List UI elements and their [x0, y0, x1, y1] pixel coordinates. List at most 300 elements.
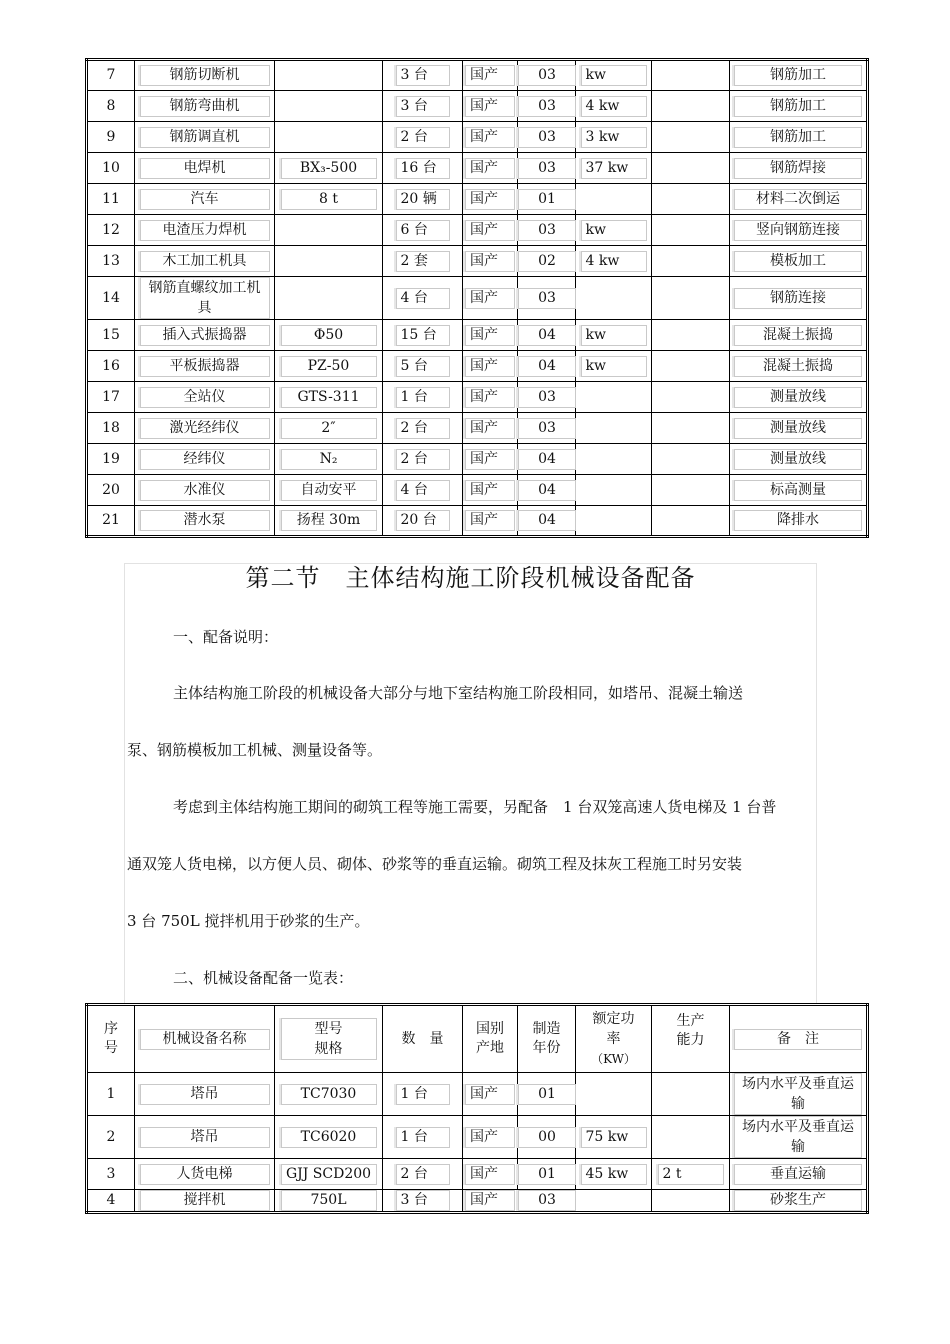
header-model: 型号 规格: [275, 1005, 383, 1073]
cell-origin-box: 国产: [465, 189, 515, 210]
cell-origin-box: 国产: [465, 96, 515, 117]
cell-qty-box: 1 台: [396, 1127, 450, 1148]
cell-model: [275, 60, 383, 91]
table-row: [87, 184, 868, 215]
cell-name: [135, 1073, 275, 1116]
cell-power: [576, 413, 652, 444]
cell-model: [275, 320, 383, 351]
cell-power-box: 3 kw: [581, 127, 647, 148]
cell-name-box: 汽车: [140, 189, 270, 210]
cell-origin: [463, 277, 518, 320]
cell-note: [730, 351, 868, 382]
cell-origin: [463, 184, 518, 215]
cell-year: [518, 122, 576, 153]
cell-name: [135, 153, 275, 184]
cell-power: [576, 215, 652, 246]
cell-qty-box: 1 台: [396, 1084, 450, 1105]
cell-year-box: 01: [518, 189, 576, 210]
cell-no: 2: [87, 1116, 135, 1159]
equipment-list-table: [85, 1003, 869, 1214]
cell-qty-box: 6 台: [396, 220, 450, 241]
cell-year: [518, 475, 576, 506]
cell-name-box: 钢筋切断机: [140, 65, 270, 86]
cell-qty-box: 15 台: [396, 325, 450, 346]
cell-origin: [463, 1116, 518, 1159]
cell-model: [275, 122, 383, 153]
cell-note: [730, 215, 868, 246]
cell-name-box: 塔吊: [140, 1127, 270, 1148]
cell-no: 9: [87, 122, 135, 153]
cell-year-box: 04: [518, 510, 576, 531]
header-name: 机械设备名称: [135, 1005, 275, 1073]
cell-power: [576, 475, 652, 506]
cell-origin-box: 国产: [465, 65, 515, 86]
cell-note: [730, 1190, 868, 1213]
cell-capacity: [652, 153, 730, 184]
cell-name: [135, 506, 275, 537]
cell-name: [135, 1159, 275, 1190]
cell-power: [576, 91, 652, 122]
cell-no: 13: [87, 246, 135, 277]
cell-year: [518, 91, 576, 122]
cell-year: [518, 444, 576, 475]
cell-year: [518, 60, 576, 91]
cell-model-box: GTS-311: [281, 387, 377, 408]
cell-qty-box: 16 台: [396, 158, 450, 179]
cell-qty: [383, 1073, 463, 1116]
cell-name-box: 平板振捣器: [140, 356, 270, 377]
cell-no: 19: [87, 444, 135, 475]
cell-power: [576, 506, 652, 537]
cell-capacity: [652, 215, 730, 246]
cell-year-box: 03: [518, 220, 576, 241]
cell-power: [576, 1190, 652, 1213]
cell-power-box: kw: [581, 356, 647, 377]
cell-model: [275, 1116, 383, 1159]
cell-note-box: 钢筋加工: [734, 127, 862, 148]
cell-qty: [383, 215, 463, 246]
cell-origin: [463, 1159, 518, 1190]
cell-origin: [463, 60, 518, 91]
cell-qty-box: 3 台: [396, 1190, 450, 1211]
cell-note: [730, 506, 868, 537]
cell-name: [135, 351, 275, 382]
cell-origin: [463, 351, 518, 382]
cell-origin-box: 国产: [465, 288, 515, 309]
cell-qty-box: 5 台: [396, 356, 450, 377]
cell-qty-box: 1 台: [396, 387, 450, 408]
cell-name-box: 木工加工机具: [140, 251, 270, 272]
cell-name-box: 电焊机: [140, 158, 270, 179]
table-row: [87, 506, 868, 537]
table-row: [87, 475, 868, 506]
cell-note: [730, 184, 868, 215]
cell-name-box: 插入式振捣器: [140, 325, 270, 346]
cell-name: [135, 122, 275, 153]
cell-name: [135, 1190, 275, 1213]
cell-name: [135, 277, 275, 320]
cell-capacity: [652, 382, 730, 413]
cell-no: 18: [87, 413, 135, 444]
cell-capacity: [652, 184, 730, 215]
paragraph-2-line-2: 通双笼人货电梯，以方便人员、砌体、砂浆等的垂直运输。砌筑工程及抹灰工程施工时另安装: [127, 855, 743, 873]
cell-year-box: 03: [518, 96, 576, 117]
cell-name-box: 水准仪: [140, 480, 270, 501]
cell-origin: [463, 475, 518, 506]
cell-note: [730, 320, 868, 351]
cell-origin: [463, 320, 518, 351]
cell-capacity: [652, 475, 730, 506]
cell-name-box: 潜水泵: [140, 510, 270, 531]
cell-model-box: N₂: [281, 449, 377, 470]
cell-capacity: [652, 320, 730, 351]
cell-year-box: 04: [518, 480, 576, 501]
table-row: [87, 1190, 868, 1213]
cell-year-box: 03: [518, 127, 576, 148]
cell-name: [135, 60, 275, 91]
cell-qty: [383, 506, 463, 537]
cell-year-box: 03: [518, 65, 576, 86]
cell-capacity: [652, 60, 730, 91]
cell-name: [135, 413, 275, 444]
cell-capacity-box: 2 t: [658, 1164, 724, 1185]
section-main-structure: [124, 563, 817, 1004]
cell-year: [518, 506, 576, 537]
cell-origin-box: 国产: [465, 510, 515, 531]
cell-name: [135, 91, 275, 122]
cell-qty: [383, 320, 463, 351]
cell-qty-box: 4 台: [396, 288, 450, 309]
table-row: [87, 277, 868, 320]
cell-model: [275, 91, 383, 122]
cell-note: [730, 444, 868, 475]
cell-qty-box: 2 台: [396, 418, 450, 439]
cell-note-box: 测量放线: [734, 387, 862, 408]
table-row: [87, 320, 868, 351]
cell-model: [275, 184, 383, 215]
cell-model: [275, 413, 383, 444]
cell-power: [576, 277, 652, 320]
cell-origin-box: 国产: [465, 1127, 515, 1148]
paragraph-1-line-1: 主体结构施工阶段的机械设备大部分与地下室结构施工阶段相同，如塔吊、混凝土输送: [173, 684, 744, 702]
cell-origin-box: 国产: [465, 1190, 515, 1211]
cell-model: [275, 382, 383, 413]
cell-origin: [463, 122, 518, 153]
cell-name: [135, 475, 275, 506]
cell-origin-box: 国产: [465, 480, 515, 501]
cell-year-box: 03: [518, 158, 576, 179]
cell-no: 14: [87, 277, 135, 320]
cell-note: [730, 60, 868, 91]
cell-year: [518, 1159, 576, 1190]
cell-model: [275, 475, 383, 506]
cell-model-box: 扬程 30m: [281, 510, 377, 531]
table-header-row: [87, 1005, 868, 1073]
cell-year-box: 02: [518, 251, 576, 272]
cell-note: [730, 277, 868, 320]
cell-no: 16: [87, 351, 135, 382]
cell-year-box: 01: [518, 1164, 576, 1185]
section-title: 第二节 主体结构施工阶段机械设备配备: [245, 564, 696, 592]
cell-power: [576, 444, 652, 475]
cell-power: [576, 122, 652, 153]
cell-note-box: 标高测量: [734, 480, 862, 501]
cell-model-box: 750L: [281, 1190, 377, 1211]
cell-origin-box: 国产: [465, 158, 515, 179]
cell-model-box: 2″: [281, 418, 377, 439]
cell-capacity: [652, 1116, 730, 1159]
table-row: [87, 382, 868, 413]
cell-name: [135, 184, 275, 215]
cell-no: 8: [87, 91, 135, 122]
cell-origin-box: 国产: [465, 387, 515, 408]
cell-note-box: 钢筋焊接: [734, 158, 862, 179]
cell-power: [576, 351, 652, 382]
header-capacity: 生产 能力: [652, 1005, 730, 1073]
cell-origin: [463, 444, 518, 475]
cell-model: [275, 1073, 383, 1116]
cell-power: [576, 60, 652, 91]
cell-year: [518, 382, 576, 413]
cell-power-box: 45 kw: [581, 1164, 647, 1185]
cell-capacity: [652, 91, 730, 122]
cell-name: [135, 1116, 275, 1159]
cell-model-box: BX₃-500: [281, 158, 377, 179]
cell-name-box: 全站仪: [140, 387, 270, 408]
cell-power: [576, 1073, 652, 1116]
cell-power: [576, 1116, 652, 1159]
cell-note-box: 砂浆生产: [734, 1190, 862, 1211]
cell-year-box: 04: [518, 356, 576, 377]
subheading-equipment-notes: 一、配备说明：: [173, 628, 279, 646]
table-row: [87, 60, 868, 91]
cell-qty-box: 2 套: [396, 251, 450, 272]
cell-note-box: 测量放线: [734, 418, 862, 439]
cell-origin: [463, 506, 518, 537]
cell-origin-box: 国产: [465, 127, 515, 148]
cell-qty: [383, 184, 463, 215]
cell-origin: [463, 1190, 518, 1213]
cell-power: [576, 1159, 652, 1190]
cell-year-box: 04: [518, 449, 576, 470]
subheading-equipment-list: 二、机械设备配备一览表：: [173, 969, 354, 987]
header-origin: 国别 产地: [463, 1005, 518, 1073]
cell-qty-box: 2 台: [396, 1164, 450, 1185]
cell-origin-box: 国产: [465, 1164, 515, 1185]
cell-year: [518, 184, 576, 215]
cell-model-box: 8 t: [281, 189, 377, 210]
cell-model: [275, 277, 383, 320]
cell-origin-box: 国产: [465, 418, 515, 439]
cell-origin-box: 国产: [465, 1084, 515, 1105]
cell-name: [135, 444, 275, 475]
cell-note-box: 钢筋加工: [734, 96, 862, 117]
cell-capacity: [652, 1073, 730, 1116]
equipment-table-continued: [85, 58, 869, 538]
cell-qty: [383, 122, 463, 153]
cell-note: [730, 122, 868, 153]
cell-power: [576, 320, 652, 351]
cell-qty: [383, 1116, 463, 1159]
cell-qty: [383, 277, 463, 320]
cell-name: [135, 320, 275, 351]
cell-qty: [383, 153, 463, 184]
cell-no: 10: [87, 153, 135, 184]
cell-note-box: 降排水: [734, 510, 862, 531]
cell-no: 1: [87, 1073, 135, 1116]
cell-qty-box: 3 台: [396, 96, 450, 117]
cell-power: [576, 382, 652, 413]
cell-origin: [463, 246, 518, 277]
cell-year-box: 03: [518, 387, 576, 408]
cell-year: [518, 215, 576, 246]
table-row: [87, 91, 868, 122]
cell-origin: [463, 153, 518, 184]
cell-qty: [383, 91, 463, 122]
cell-name-box: 人货电梯: [140, 1164, 270, 1185]
cell-note: [730, 246, 868, 277]
cell-power-box: 4 kw: [581, 96, 647, 117]
cell-no: 4: [87, 1190, 135, 1213]
cell-power: [576, 246, 652, 277]
cell-year: [518, 153, 576, 184]
cell-year: [518, 1190, 576, 1213]
cell-no: 20: [87, 475, 135, 506]
table-row: [87, 1073, 868, 1116]
cell-power-box: kw: [581, 65, 647, 86]
cell-note-box: 竖向钢筋连接: [734, 220, 862, 241]
table-row: [87, 153, 868, 184]
cell-name: [135, 382, 275, 413]
cell-origin-box: 国产: [465, 251, 515, 272]
cell-name-box: 经纬仪: [140, 449, 270, 470]
cell-model: [275, 1190, 383, 1213]
cell-note-box: 场内水平及垂直运输: [734, 1116, 862, 1158]
header-no: 序 号: [87, 1005, 135, 1073]
cell-model-box: TC6020: [281, 1127, 377, 1148]
cell-year-box: 03: [518, 1190, 576, 1211]
cell-note: [730, 153, 868, 184]
cell-qty: [383, 413, 463, 444]
table-row: [87, 215, 868, 246]
cell-note: [730, 1073, 868, 1116]
cell-power-box: kw: [581, 325, 647, 346]
cell-qty: [383, 60, 463, 91]
cell-note-box: 模板加工: [734, 251, 862, 272]
cell-origin: [463, 215, 518, 246]
cell-name-box: 钢筋弯曲机: [140, 96, 270, 117]
cell-model: [275, 246, 383, 277]
cell-qty: [383, 351, 463, 382]
cell-capacity: [652, 351, 730, 382]
cell-power-box: 75 kw: [581, 1127, 647, 1148]
cell-model-box: Φ50: [281, 325, 377, 346]
cell-year-box: 04: [518, 325, 576, 346]
cell-note-box: 垂直运输: [734, 1164, 862, 1185]
cell-model-box: 自动安平: [281, 480, 377, 501]
cell-qty: [383, 1190, 463, 1213]
cell-name-box: 钢筋调直机: [140, 127, 270, 148]
table-row: [87, 351, 868, 382]
cell-qty: [383, 1159, 463, 1190]
cell-capacity: [652, 444, 730, 475]
cell-no: 15: [87, 320, 135, 351]
cell-capacity: [652, 413, 730, 444]
cell-name-box: 钢筋直螺纹加工机具: [140, 277, 270, 319]
cell-no: 12: [87, 215, 135, 246]
table-row: [87, 444, 868, 475]
cell-model: [275, 215, 383, 246]
paragraph-2-line-1: 考虑到主体结构施工期间的砌筑工程等施工需要，另配备 1 台双笼高速人货电梯及 1 台普: [173, 798, 777, 816]
cell-name: [135, 215, 275, 246]
cell-no: 11: [87, 184, 135, 215]
cell-note-box: 测量放线: [734, 449, 862, 470]
cell-year: [518, 413, 576, 444]
cell-year-box: 03: [518, 288, 576, 309]
cell-origin-box: 国产: [465, 220, 515, 241]
header-power: 额定功 率 （KW）: [576, 1005, 652, 1073]
cell-no: 21: [87, 506, 135, 537]
cell-name: [135, 246, 275, 277]
table-row: [87, 246, 868, 277]
cell-qty: [383, 246, 463, 277]
cell-model: [275, 351, 383, 382]
cell-qty-box: 20 辆: [396, 189, 450, 210]
cell-note: [730, 475, 868, 506]
cell-no: 3: [87, 1159, 135, 1190]
cell-qty-box: 4 台: [396, 480, 450, 501]
cell-origin: [463, 1073, 518, 1116]
cell-capacity: [652, 122, 730, 153]
cell-model-box: PZ-50: [281, 356, 377, 377]
cell-qty-box: 2 台: [396, 449, 450, 470]
cell-note: [730, 382, 868, 413]
table-row: [87, 413, 868, 444]
cell-capacity: [652, 1159, 730, 1190]
cell-note-box: 场内水平及垂直运输: [734, 1073, 862, 1115]
cell-origin: [463, 91, 518, 122]
cell-origin: [463, 382, 518, 413]
cell-note-box: 混凝土振捣: [734, 325, 862, 346]
cell-note-box: 钢筋加工: [734, 65, 862, 86]
cell-origin-box: 国产: [465, 325, 515, 346]
cell-origin-box: 国产: [465, 356, 515, 377]
cell-year-box: 03: [518, 418, 576, 439]
cell-power: [576, 153, 652, 184]
cell-power-box: kw: [581, 220, 647, 241]
cell-note-box: 混凝土振捣: [734, 356, 862, 377]
cell-year-box: 00: [518, 1127, 576, 1148]
cell-capacity: [652, 246, 730, 277]
cell-qty-box: 20 台: [396, 510, 450, 531]
header-note: 备 注: [730, 1005, 868, 1073]
header-qty: 数 量: [383, 1005, 463, 1073]
cell-capacity: [652, 277, 730, 320]
cell-year: [518, 1116, 576, 1159]
cell-note: [730, 91, 868, 122]
cell-qty: [383, 382, 463, 413]
cell-model: [275, 153, 383, 184]
cell-qty: [383, 444, 463, 475]
cell-qty-box: 3 台: [396, 65, 450, 86]
cell-capacity: [652, 1190, 730, 1213]
cell-note: [730, 1159, 868, 1190]
cell-power: [576, 184, 652, 215]
cell-qty: [383, 475, 463, 506]
cell-power-box: 37 kw: [581, 158, 647, 179]
cell-origin-box: 国产: [465, 449, 515, 470]
table-row: [87, 1116, 868, 1159]
